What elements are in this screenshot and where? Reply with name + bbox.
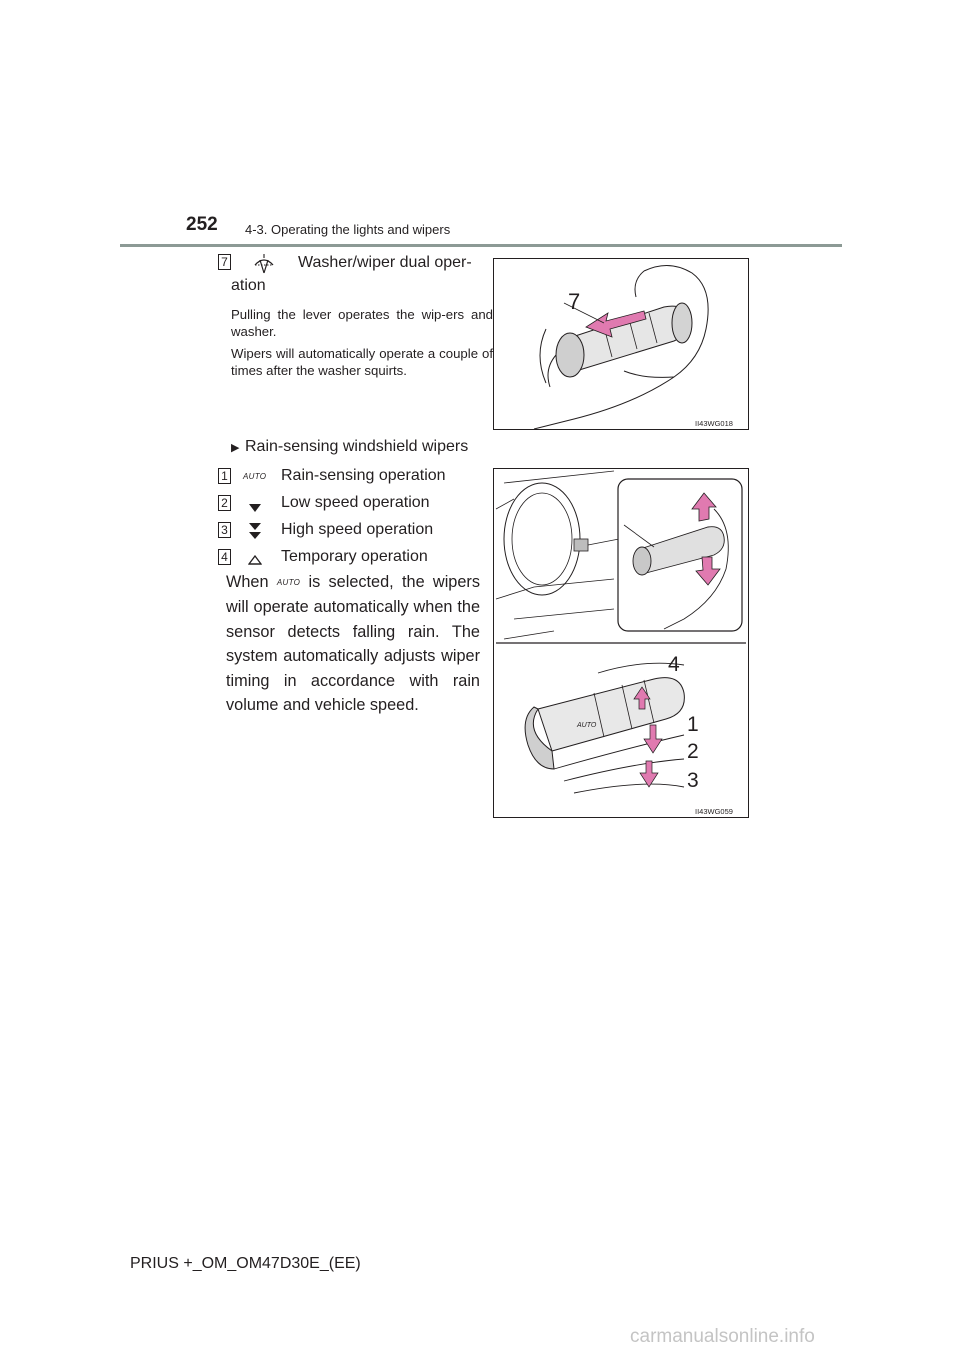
para-when: When <box>226 573 269 591</box>
item-number-1: 1 <box>218 468 231 484</box>
washer-desc-2: Wipers will automatically operate a couple of times after the washer squirts. <box>231 346 493 378</box>
auto-icon: AUTO <box>243 472 267 481</box>
page-number: 252 <box>186 214 218 235</box>
rain-lever-illustration <box>494 469 748 817</box>
rain-section-heading: Rain-sensing windshield wipers <box>245 438 469 455</box>
para-rest: is selected, the wipers will operate automatically when the sensor detects falling rain. The system automatically adjusts wiper timing in accordance with rain volume and vehicle speed. <box>226 573 480 715</box>
auto-inline-icon: AUTO <box>276 578 301 587</box>
watermark: carmanualsonline.info <box>630 1326 815 1347</box>
item-number-3: 3 <box>218 522 231 538</box>
washer-lever-illustration <box>494 259 748 429</box>
item-number-7: 7 <box>218 254 231 270</box>
washer-icon <box>252 251 276 275</box>
callout-3: 3 <box>687 769 699 792</box>
washer-title-line2: ation <box>231 277 266 294</box>
section-title: 4-3. Operating the lights and wipers <box>245 222 451 237</box>
callout-2: 2 <box>687 740 699 763</box>
header-rule <box>120 244 842 247</box>
rain-item-label-4: Temporary operation <box>281 548 428 565</box>
figure-code-1: II43WG018 <box>695 419 733 428</box>
figure-rain-lever <box>493 468 749 818</box>
rain-item-label-1: Rain-sensing operation <box>281 467 446 484</box>
item-number-2: 2 <box>218 495 231 511</box>
washer-title-line1: Washer/wiper dual oper- <box>298 254 472 271</box>
callout-1: 1 <box>687 713 699 736</box>
rain-item-label-2: Low speed operation <box>281 494 430 511</box>
single-down-triangle-icon <box>248 500 262 518</box>
rain-item-label-3: High speed operation <box>281 521 434 538</box>
washer-desc-1: Pulling the lever operates the wip-ers and washer. <box>231 307 493 339</box>
callout-4: 4 <box>668 653 680 676</box>
double-down-triangle-icon <box>248 522 262 545</box>
rain-paragraph <box>226 570 480 717</box>
footer-doc-id: PRIUS +_OM_OM47D30E_(EE) <box>130 1255 361 1272</box>
item-number-4: 4 <box>218 549 231 565</box>
figure-code-2: II43WG059 <box>695 807 733 816</box>
figure-washer-lever <box>493 258 749 430</box>
up-chevron-icon <box>248 552 262 570</box>
section-marker-icon: ▶ <box>231 442 240 454</box>
callout-7: 7 <box>568 289 581 314</box>
lever-auto-label: AUTO <box>577 722 597 729</box>
